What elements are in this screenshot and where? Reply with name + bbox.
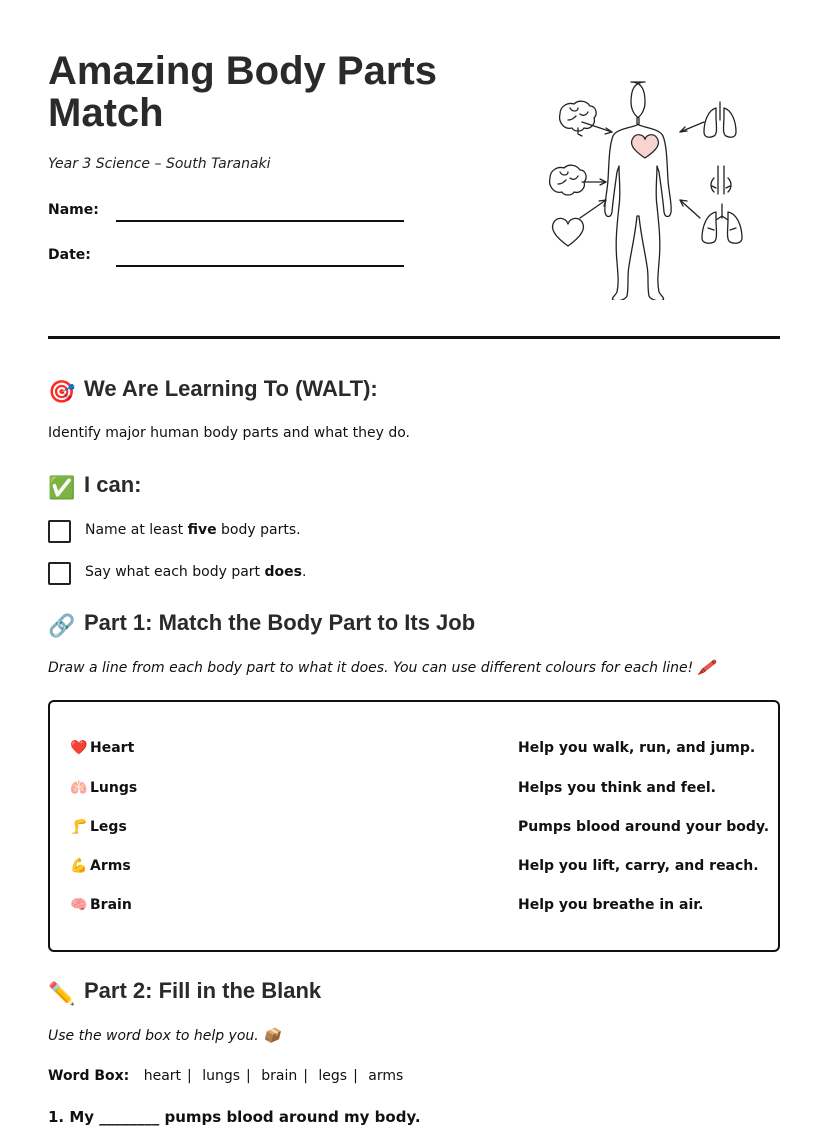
- lungs-detailed-icon: [702, 204, 742, 243]
- word-item: arms: [368, 1068, 404, 1084]
- heart-icon: ❤️: [70, 740, 88, 756]
- walt-text: Identify major human body parts and what they do.: [48, 425, 410, 441]
- subtitle: Year 3 Science – South Taranaki: [48, 156, 271, 172]
- checkbox[interactable]: [48, 520, 71, 543]
- word-item: heart: [143, 1068, 182, 1084]
- part1-instruction: Draw a line from each body part to what it does. You can use different colours for each line! 🖍️: [48, 660, 716, 676]
- brain-icon-middle: [550, 165, 586, 195]
- ican-heading: [48, 472, 141, 501]
- page-title: Amazing Body Parts Match: [48, 49, 437, 135]
- date-line[interactable]: [116, 265, 404, 267]
- brain-icon: 🧠: [70, 897, 88, 913]
- match-row: [70, 780, 760, 802]
- job-item[interactable]: Helps you think and feel.: [518, 780, 716, 796]
- body-part-heart[interactable]: ❤️ Heart: [70, 740, 135, 756]
- chest-heart-icon: [632, 135, 659, 158]
- word-box-label: Word Box:: [48, 1068, 130, 1084]
- crayon-icon: 🖍️: [697, 660, 716, 676]
- ican-item-text: Say what each body part does.: [85, 564, 307, 580]
- lungs-outline-icon: [704, 102, 736, 137]
- part2-heading-text: Part 2: Fill in the Blank: [84, 978, 322, 1003]
- part1-heading: [48, 610, 475, 639]
- lungs-icon: 🫁: [70, 780, 88, 796]
- word-item: lungs: [202, 1068, 241, 1084]
- body-part-arms[interactable]: 💪 Arms: [70, 858, 131, 874]
- human-body-outline: [605, 82, 671, 300]
- package-icon: 📦: [263, 1028, 281, 1044]
- date-label: Date:: [48, 247, 91, 263]
- section-divider: [48, 336, 780, 339]
- job-item[interactable]: Help you breathe in air.: [518, 897, 704, 913]
- link-icon: 🔗: [48, 613, 76, 638]
- leg-icon: 🦵: [70, 819, 88, 835]
- pencil-icon: ✏️: [48, 981, 76, 1006]
- body-diagram-illustration: [540, 78, 750, 300]
- part1-heading-text: Part 1: Match the Body Part to Its Job: [84, 610, 476, 635]
- job-item[interactable]: Help you lift, carry, and reach.: [518, 858, 759, 874]
- heart-outline-icon: [553, 218, 584, 246]
- question-1: 1. My ________ pumps blood around my body.: [48, 1108, 421, 1126]
- check-mark-icon: ✅: [48, 475, 76, 500]
- arm-icon: 💪: [70, 858, 88, 874]
- word-box: Word Box: heart | lungs | brain | legs | arms: [48, 1068, 404, 1084]
- match-row: [70, 897, 760, 919]
- match-row: [70, 858, 760, 880]
- body-part-brain[interactable]: 🧠 Brain: [70, 897, 132, 913]
- ican-item-text: Name at least five body parts.: [85, 522, 301, 538]
- name-line[interactable]: [116, 220, 404, 222]
- match-row: [70, 740, 760, 762]
- airway-icon: [711, 166, 731, 194]
- part2-instruction: Use the word box to help you. 📦: [48, 1028, 281, 1044]
- name-label: Name:: [48, 202, 99, 218]
- walt-heading-text: We Are Learning To (WALT):: [84, 376, 378, 401]
- body-part-legs[interactable]: 🦵 Legs: [70, 819, 127, 835]
- name-field[interactable]: [48, 200, 408, 224]
- brain-icon-top: [560, 101, 596, 136]
- job-item[interactable]: Help you walk, run, and jump.: [518, 740, 756, 756]
- walt-heading: [48, 376, 378, 405]
- target-icon: 🎯: [48, 379, 76, 404]
- job-item[interactable]: Pumps blood around your body.: [518, 819, 770, 835]
- matching-box: [48, 700, 780, 952]
- checkbox[interactable]: [48, 562, 71, 585]
- date-field[interactable]: [48, 245, 408, 269]
- part2-heading: [48, 978, 321, 1007]
- word-item: legs: [318, 1068, 348, 1084]
- ican-heading-text: I can:: [84, 472, 142, 497]
- word-item: brain: [261, 1068, 298, 1084]
- body-part-lungs[interactable]: 🫁 Lungs: [70, 780, 138, 796]
- match-row: [70, 819, 770, 841]
